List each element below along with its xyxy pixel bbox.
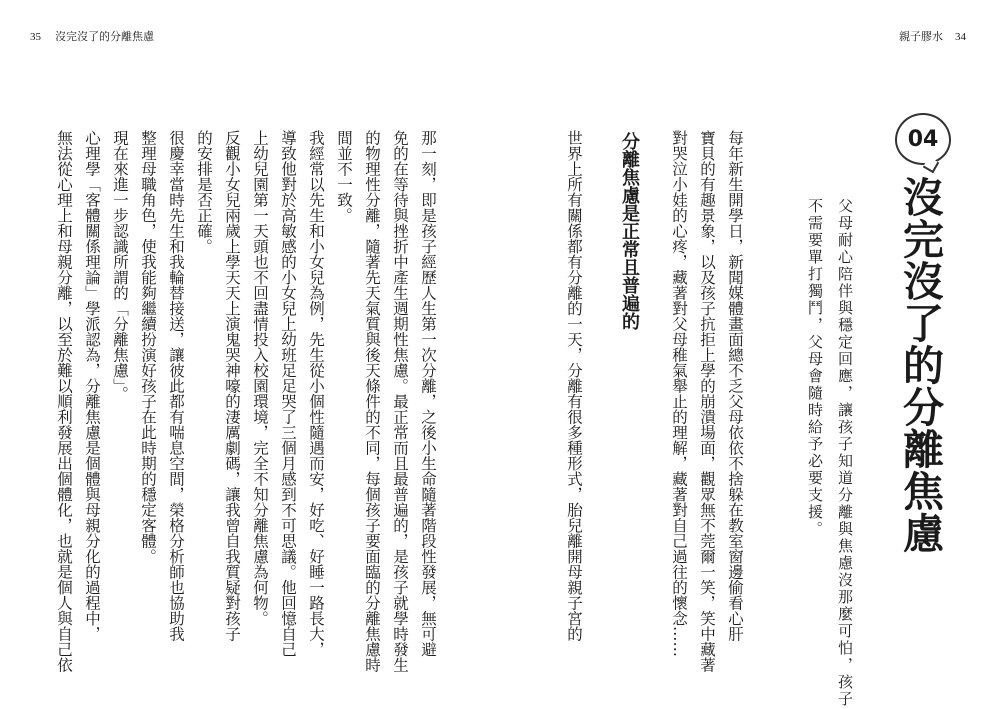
body-line: 我經常以先生和小女兒為例，先生從小個性隨遇而安，好吃、好睡一路長大， — [307, 130, 325, 657]
chapter-number: 04 — [907, 126, 939, 152]
body-line: 間並不一致。 — [335, 130, 353, 223]
body-line: 上幼兒園第一天頭也不回盡情投入校園環境，完全不知分離焦慮為何物。 — [251, 130, 269, 626]
body-line: 反觀小女兒兩歲上學天天上演鬼哭神嚎的淒厲劇碼，讓我曾自我質疑對孩子 — [223, 130, 241, 642]
body-line: 寶貝的有趣景象，以及孩子抗拒上學的崩潰場面，觀眾無不莞爾一笑，笑中藏著 — [698, 130, 716, 673]
body-line: 很慶幸當時先生和我輪替接送，讓彼此都有喘息空間，榮格分析師也協助我 — [167, 130, 185, 642]
chapter-title: 沒完沒了的分離焦慮 — [896, 176, 944, 554]
body-line: 現在來進一步認識所謂的「分離焦慮」。 — [111, 130, 129, 402]
body-line: 免的在等待與挫折中產生週期性焦慮。最正常而且最普遍的，是孩子就學時發生 — [391, 130, 409, 673]
left-running-title: 沒完沒了的分離焦慮 — [55, 30, 154, 43]
right-page-number: 34 — [955, 31, 966, 43]
body-line: 導致他對於高敏感的小女兒上幼班足足哭了三個月感到不可思議。他回憶自己 — [279, 130, 297, 657]
left-page-number: 35 — [30, 31, 41, 43]
body-line: 無法從心理上和母親分離，以至於難以順利發展出個體化，也就是個人與自己依 — [55, 130, 73, 673]
chapter-number-badge — [895, 113, 951, 165]
body-line: 對哭泣小娃的心疼，藏著對父母稚氣舉止的理解，藏著對自己過往的懷念…… — [670, 130, 688, 657]
body-line: 的安排是否正確。 — [195, 130, 213, 254]
body-line: 世界上所有關係都有分離的一天，分離有很多種形式，胎兒離開母親子宮的 — [565, 130, 583, 642]
body-line: 心理學「客體關係理論」學派認為，分離焦慮是個體與母親分化的過程中， — [83, 130, 101, 642]
section-heading: 分離焦慮是正常且普遍的 — [619, 132, 640, 330]
body-line: 每年新生開學日，新聞媒體畫面總不乏父母依依不捨躲在教室窗邊偷看心肝 — [726, 130, 744, 642]
body-line: 那一刻，即是孩子經歷人生第一次分離，之後小生命隨著階段性發展，無可避 — [419, 130, 437, 657]
left-page-header — [30, 30, 154, 44]
body-line: 的物理性分離，隨著先天氣質與後天條件的不同，每個孩子要面臨的分離焦慮時 — [363, 130, 381, 673]
right-running-title: 親子膠水 — [899, 30, 943, 43]
chapter-intro-line: 不需要單打獨鬥，父母會隨時給予必要支援。 — [806, 198, 824, 538]
right-page-header — [899, 30, 966, 44]
chapter-intro-line: 父母耐心陪伴與穩定回應，讓孩子知道分離與焦慮沒那麼可怕，孩子 — [836, 198, 854, 708]
body-line: 整理母職角色，使我能夠繼續扮演好孩子在此時期的穩定客體。 — [139, 130, 157, 564]
